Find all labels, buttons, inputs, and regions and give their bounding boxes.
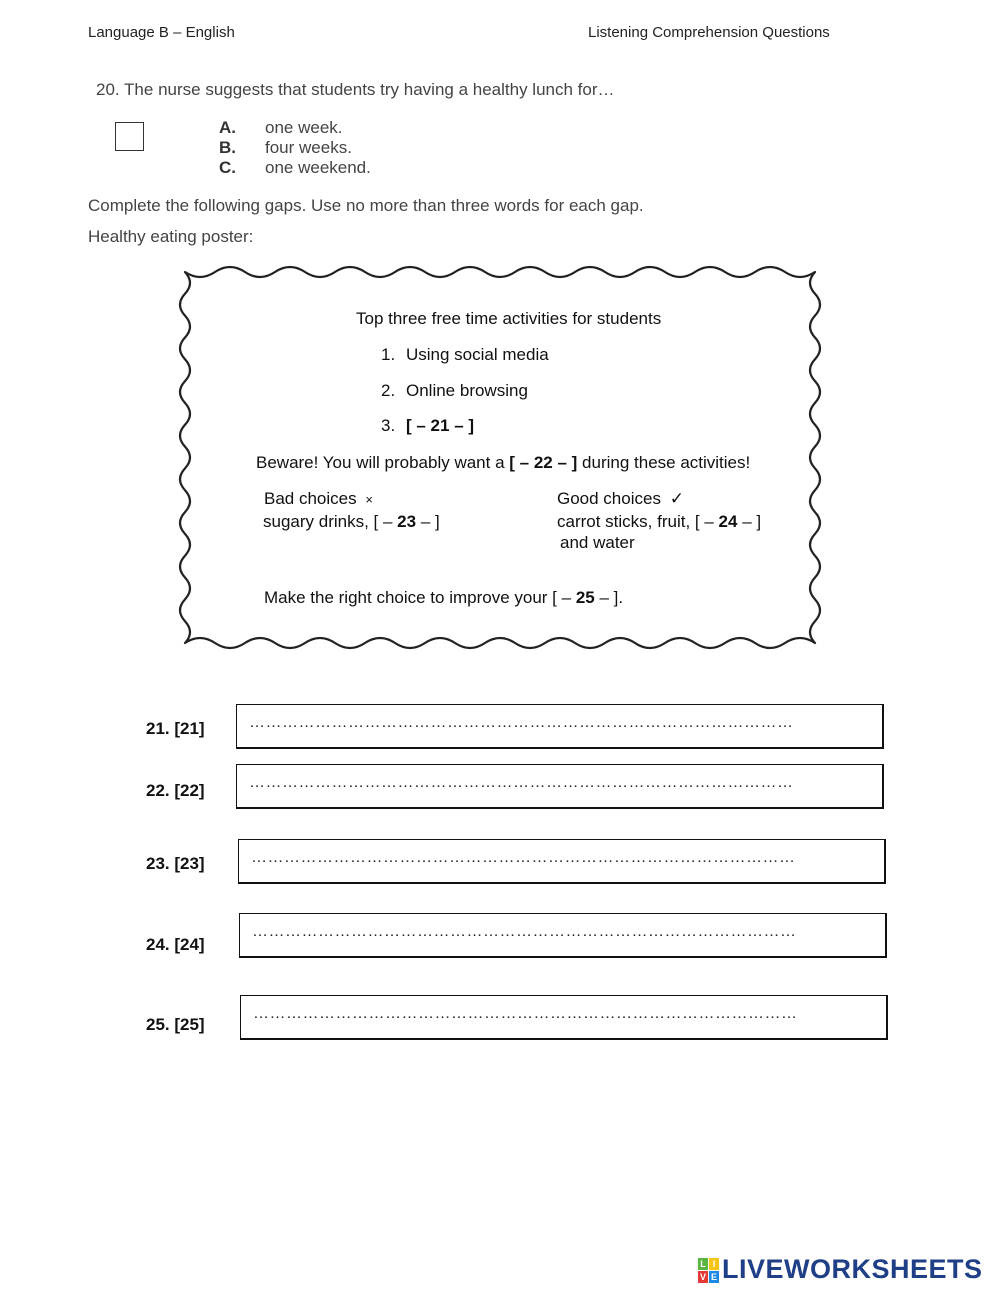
poster-item-3-number: 3.: [381, 416, 396, 435]
poster-item-2: [381, 381, 528, 401]
answer-22-label: 22. [22]: [146, 781, 205, 800]
poster-label: Healthy eating poster:: [88, 227, 254, 246]
good-line-after: – ]: [737, 512, 762, 531]
option-c-text: one weekend.: [265, 158, 371, 177]
poster-item-1: [381, 345, 549, 365]
question-20-text: 20. The nurse suggests that students try having a healthy lunch for…: [96, 80, 615, 99]
option-c-letter: C.: [219, 158, 236, 177]
gap-24-marker: 24: [718, 512, 738, 531]
logo-tile-i: I: [709, 1258, 719, 1270]
option-b-text: four weeks.: [265, 138, 352, 157]
good-choices-heading: [557, 489, 684, 509]
answer-25-label: 25. [25]: [146, 1015, 205, 1034]
good-line-before: carrot sticks, fruit, [ –: [557, 512, 719, 531]
closing-after: – ].: [594, 588, 624, 607]
poster-item-2-text: Online browsing: [406, 381, 528, 400]
answer-24-dots: ………………………………………………………………………………………: [252, 923, 797, 940]
bad-line-after: – ]: [416, 512, 440, 531]
bad-choices-title: Bad choices: [264, 489, 357, 508]
bad-choices-line: [263, 512, 440, 532]
header-left: Language B – English: [88, 24, 235, 41]
poster-item-1-number: 1.: [381, 345, 396, 364]
answer-23-input[interactable]: [238, 839, 886, 884]
beware-before: Beware! You will probably want a: [256, 453, 510, 472]
option-a-letter: A.: [219, 118, 236, 137]
gap-22-marker: [ – 22 – ]: [509, 453, 578, 472]
poster-beware-line: [256, 453, 750, 473]
answer-21-label: 21. [21]: [146, 719, 205, 738]
answer-25-dots: ………………………………………………………………………………………: [253, 1005, 798, 1022]
answer-24-label: 24. [24]: [146, 935, 205, 954]
answer-22-dots: ………………………………………………………………………………………: [249, 774, 794, 791]
gap-23-marker: 23: [397, 512, 417, 531]
answer-22-input[interactable]: [236, 764, 884, 809]
liveworksheets-logo-icon: [698, 1258, 720, 1284]
answer-23-dots: ………………………………………………………………………………………: [251, 849, 796, 866]
bad-line-before: sugary drinks, [ –: [263, 512, 398, 531]
gap-21-marker: [ – 21 – ]: [406, 416, 475, 435]
cross-icon: ×: [365, 492, 373, 507]
answer-21-dots: ………………………………………………………………………………………: [249, 714, 794, 731]
answer-21-input[interactable]: [236, 704, 884, 749]
poster-closing-line: [264, 588, 623, 608]
logo-tile-l: L: [698, 1258, 708, 1270]
poster-item-1-text: Using social media: [406, 345, 549, 364]
poster-item-3: [381, 416, 474, 436]
logo-tile-v: V: [699, 1272, 706, 1282]
closing-before: Make the right choice to improve your [ –: [264, 588, 576, 607]
poster-item-2-number: 2.: [381, 381, 396, 400]
option-b-letter: B.: [219, 138, 236, 157]
good-choices-title: Good choices: [557, 489, 661, 508]
good-choices-line: [557, 512, 761, 532]
header-right: Listening Comprehension Questions: [588, 24, 830, 41]
poster-title: Top three free time activities for students: [356, 309, 662, 328]
logo-tile-e: E: [710, 1272, 717, 1282]
answer-24-input[interactable]: [239, 913, 887, 958]
beware-after: during these activities!: [577, 453, 751, 472]
brand-name: LIVEWORKSHEETS: [722, 1254, 983, 1284]
answer-25-input[interactable]: [240, 995, 888, 1040]
gap-instructions: Complete the following gaps. Use no more than three words for each gap.: [88, 196, 644, 215]
check-icon: ✓: [669, 489, 684, 508]
good-choices-line-2: and water: [560, 533, 635, 552]
gap-25-marker: 25: [575, 588, 595, 607]
bad-choices-heading: [264, 489, 373, 509]
option-a-text: one week.: [265, 118, 343, 137]
answer-23-label: 23. [23]: [146, 854, 205, 873]
